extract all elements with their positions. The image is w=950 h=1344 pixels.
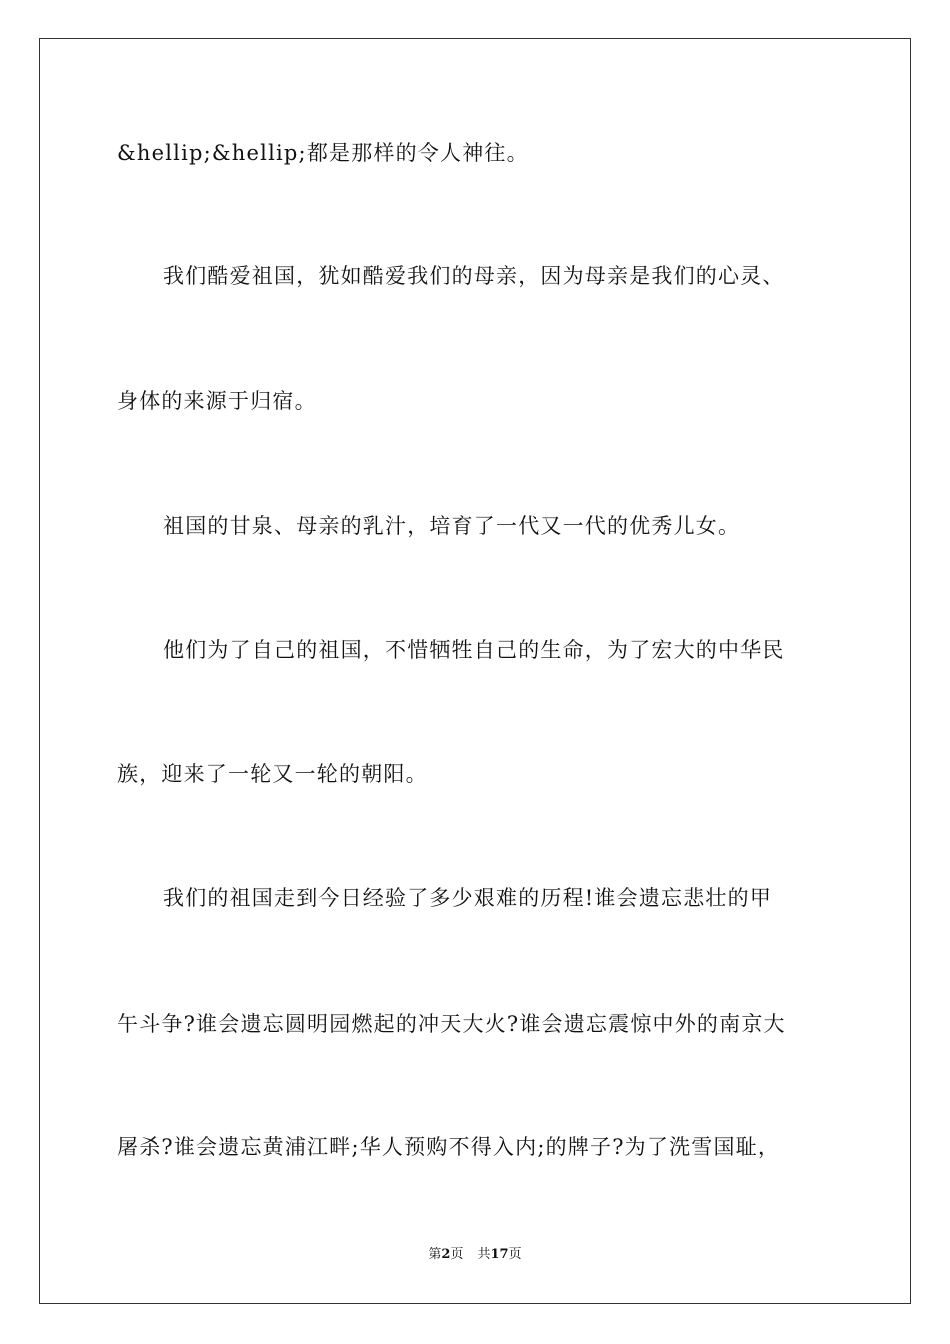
page-border bbox=[39, 38, 911, 1304]
text-line-5: 他们为了自己的祖国，不惜牺牲自己的生命，为了宏大的中华民 bbox=[163, 638, 785, 662]
text-line-2: 我们酷爱祖国，犹如酷爱我们的母亲，因为母亲是我们的心灵、 bbox=[163, 264, 785, 288]
page-footer bbox=[0, 1246, 950, 1264]
text-line-7: 我们的祖国走到今日经验了多少艰难的历程!谁会遗忘悲壮的甲 bbox=[163, 886, 773, 910]
page-suffix: 页 bbox=[450, 1247, 464, 1262]
text-line-1: &hellip;&hellip;都是那样的令人神往。 bbox=[117, 141, 529, 165]
page-number: 2 bbox=[441, 1247, 451, 1262]
text-line-3: 身体的来源于归宿。 bbox=[117, 389, 317, 413]
page-prefix: 第 bbox=[428, 1247, 442, 1262]
total-pages: 17 bbox=[490, 1247, 509, 1262]
text-line-9: 屠杀?谁会遗忘黄浦江畔;华人预购不得入内;的牌子?为了洗雪国耻， bbox=[117, 1135, 781, 1159]
text-line-8: 午斗争?谁会遗忘圆明园燃起的冲天大火?谁会遗忘震惊中外的南京大 bbox=[117, 1012, 786, 1036]
text-line-4: 祖国的甘泉、母亲的乳汁，培育了一代又一代的优秀儿女。 bbox=[163, 514, 741, 538]
total-prefix: 共 bbox=[477, 1247, 491, 1262]
text-line-6: 族，迎来了一轮又一轮的朝阳。 bbox=[117, 762, 428, 786]
total-suffix: 页 bbox=[508, 1247, 522, 1262]
